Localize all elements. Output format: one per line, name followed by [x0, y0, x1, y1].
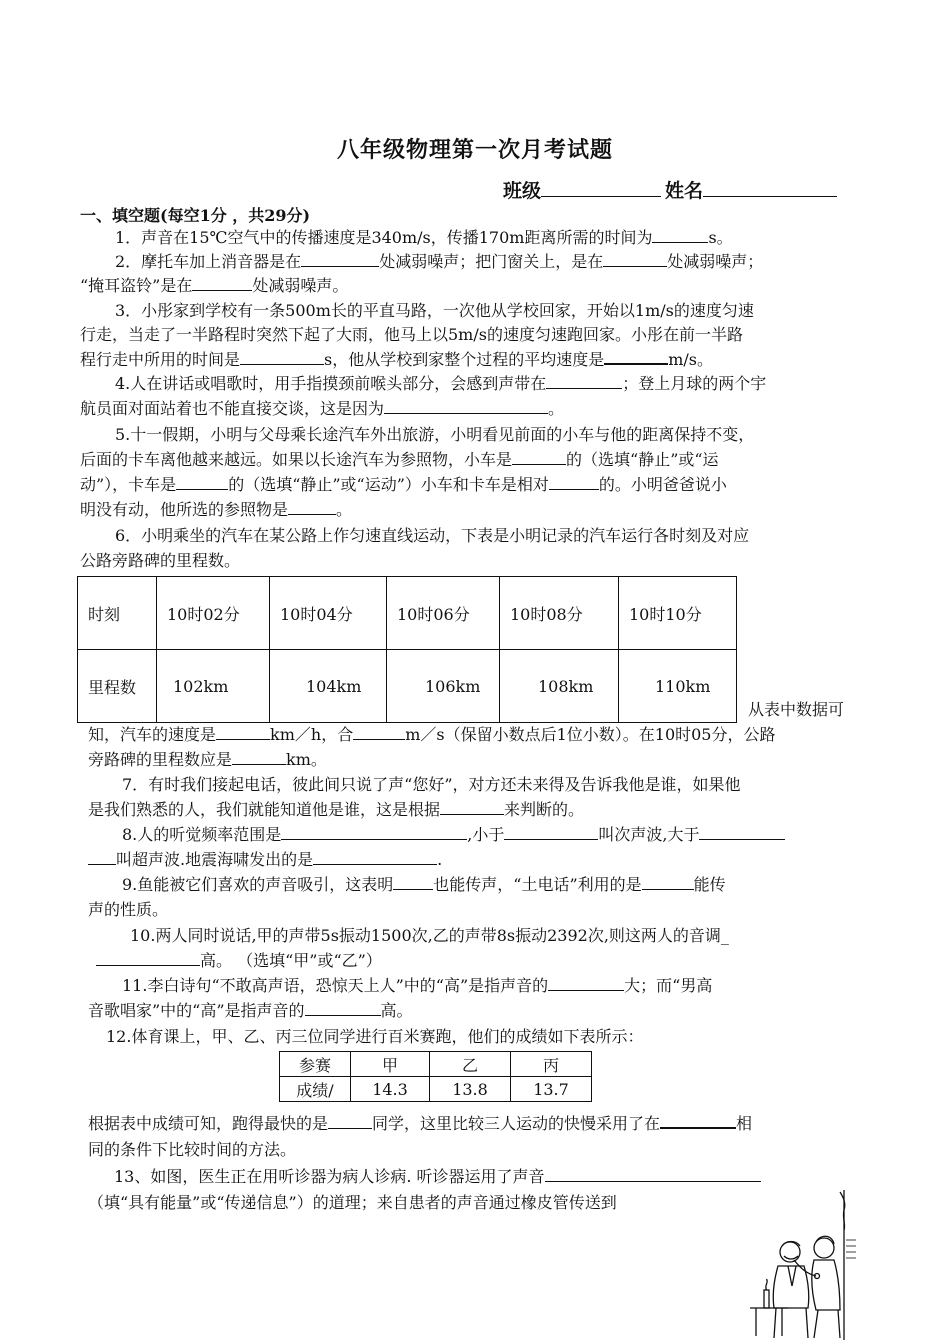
table-cell: 10时06分 [387, 577, 500, 650]
blank[interactable] [240, 350, 324, 365]
blank[interactable] [313, 850, 437, 865]
table-cell: 13.8 [430, 1077, 511, 1102]
blank[interactable] [328, 1114, 372, 1129]
blank[interactable] [660, 1113, 736, 1129]
blank[interactable] [548, 976, 624, 991]
blank[interactable] [504, 825, 598, 840]
doctor-stethoscope-illustration [748, 1190, 858, 1340]
question-5-cont3: 明没有动，他所选的参照物是 。 [80, 500, 353, 519]
blank[interactable] [546, 374, 622, 389]
table-cell: 甲 [351, 1052, 430, 1077]
question-3-cont2: 程行走中所用的时间是 s，他从学校到家整个过程的平均速度是 m/s。 [80, 350, 714, 369]
question-11-cont: 音歌唱家”中的“高”是指声音的 高。 [88, 1001, 413, 1020]
blank[interactable] [88, 850, 116, 865]
question-3-cont: 行走，当走了一半路程时突然下起了大雨，他马上以5m/s的速度匀速跑回家。小彤在前一半路 [80, 325, 743, 344]
question-6: 6．小明乘坐的汽车在某公路上作匀速直线运动，下表是小明记录的汽车运行各时刻及对应 [115, 526, 750, 545]
table-row [78, 577, 737, 650]
blank[interactable] [281, 825, 467, 840]
blank[interactable] [549, 475, 599, 490]
name-label: 姓名 [665, 180, 704, 202]
table-cell: 10时10分 [619, 577, 737, 650]
question-5-cont2: 动”），卡车是 的（选填“静止”或“运动”）小车和卡车是相对 的。小明爸爸说小 [80, 475, 727, 494]
question-7-cont: 是我们熟悉的人，我们就能知道他是谁，这是根据 来判断的。 [88, 800, 585, 819]
table-cell: 106km [387, 650, 500, 723]
race-results-table [279, 1051, 592, 1102]
question-12-cont2: 同的条件下比较时间的方法。 [88, 1140, 297, 1159]
blank[interactable] [192, 276, 252, 291]
question-9: 9.鱼能被它们喜欢的声音吸引，这表明 也能传声，“土电话”利用的是 能传 [122, 875, 726, 894]
question-4-cont: 航员面对面站着也不能直接交谈，这是因为 。 [80, 399, 565, 418]
table-cell: 102km [157, 650, 270, 723]
blank[interactable] [393, 875, 433, 890]
table-cell: 13.7 [511, 1077, 592, 1102]
table-cell: 丙 [511, 1052, 592, 1077]
question-12-cont: 根据表中成绩可知，跑得最快的是 同学，这里比较三人运动的快慢采用了在 相 [88, 1114, 753, 1133]
blank[interactable] [96, 951, 200, 966]
table-cell: 10时04分 [270, 577, 387, 650]
table-cell: 10时02分 [157, 577, 270, 650]
blank[interactable] [440, 800, 504, 815]
question-6-cont2: 从表中数据可 [748, 700, 845, 719]
blank[interactable] [652, 228, 708, 243]
blank[interactable] [603, 252, 667, 267]
class-label: 班级 [503, 180, 542, 202]
table-header-cell: 参赛 [280, 1052, 351, 1077]
blank[interactable] [176, 475, 228, 490]
table-cell: 14.3 [351, 1077, 430, 1102]
blank[interactable] [384, 399, 548, 414]
name-field[interactable] [703, 178, 837, 197]
question-3: 3．小彤家到学校有一条500m长的平直马路，一次他从学校回家，开始以1m/s的速度匀速 [115, 301, 754, 320]
question-9-cont: 声的性质。 [88, 900, 169, 919]
blank[interactable] [353, 725, 405, 740]
table-header-cell: 里程数 [78, 650, 157, 723]
blank[interactable] [512, 450, 566, 465]
blank[interactable] [216, 725, 270, 740]
table-cell: 乙 [430, 1052, 511, 1077]
blank[interactable] [232, 750, 286, 765]
blank[interactable] [604, 349, 668, 365]
blank[interactable] [305, 1001, 381, 1016]
table-cell: 104km [270, 650, 387, 723]
table-cell: 110km [619, 650, 737, 723]
question-5-cont: 后面的卡车离他越来越远。如果以长途汽车为参照物，小车是 的（选填“静止”或“运 [80, 450, 719, 469]
section-heading-fill-blank: 一、填空题(每空1分 ，共29分) [80, 206, 311, 225]
class-name-row [503, 176, 837, 203]
question-2-cont: “掩耳盗铃”是在 处减弱噪声。 [80, 276, 349, 295]
blank[interactable] [301, 252, 379, 267]
table-row [78, 650, 737, 723]
table-header-cell: 成绩/ [280, 1077, 351, 1102]
table-cell: 10时08分 [500, 577, 619, 650]
question-2: 2．摩托车加上消音器是在 处减弱噪声；把门窗关上，是在 处减弱噪声； [115, 252, 764, 271]
question-4: 4.人在讲话或唱歌时，用手指摸颈前喉头部分，会感到声带在 ；登上月球的两个宇 [115, 374, 767, 393]
blank[interactable] [642, 875, 694, 890]
question-13: 13、如图，医生正在用听诊器为病人诊病. 听诊器运用了声音 [114, 1165, 761, 1189]
table-row [280, 1077, 592, 1102]
blank[interactable] [699, 825, 785, 840]
question-13-cont: （填“具有能量”或“传递信息”）的道理；来自患者的声音通过橡皮管传送到 [88, 1193, 617, 1212]
question-6-cont3: 知，汽车的速度是 km／h，合 m／s（保留小数点后1位小数）。在10时05分，公路 [88, 725, 776, 744]
table-header-cell: 时刻 [78, 577, 157, 650]
table-row [280, 1052, 592, 1077]
question-10: 10.两人同时说话,甲的声带5s振动1500次,乙的声带8s振动2392次,则这两人的音调_ [130, 926, 729, 945]
question-12: 12.体育课上，甲、乙、丙三位同学进行百米赛跑，他们的成绩如下表所示： [106, 1027, 644, 1046]
question-6-cont: 公路旁路碑的里程数。 [80, 551, 241, 570]
question-8-cont: 叫超声波.地震海啸发出的是 . [88, 848, 442, 872]
question-6-cont4: 旁路碑的里程数应是 km。 [88, 750, 327, 769]
question-5: 5.十一假期，小明与父母乘长途汽车外出旅游，小明看见前面的小车与他的距离保持不变， [115, 425, 755, 444]
question-11: 11.李白诗句“不敢高声语，恐惊天上人”中的“高”是指声音的 大；而“男高 [122, 976, 713, 995]
question-10-cont: 高。 （选填“甲”或“乙”） [96, 949, 382, 973]
blank[interactable] [545, 1167, 761, 1182]
table-cell: 108km [500, 650, 619, 723]
class-field[interactable] [541, 178, 661, 197]
page-title: 八年级物理第一次月考试题 [336, 137, 613, 163]
question-8: 8.人的听觉频率范围是 ,小于 叫次声波,大于 [122, 823, 785, 847]
blank[interactable] [288, 500, 336, 515]
mileage-table [77, 576, 737, 723]
question-1: 1．声音在15℃空气中的传播速度是340m/s，传播170m距离所需的时间为 s。 [115, 228, 733, 247]
question-7: 7．有时我们接起电话，彼此间只说了声“您好”，对方还未来得及告诉我他是谁，如果他 [122, 775, 741, 794]
